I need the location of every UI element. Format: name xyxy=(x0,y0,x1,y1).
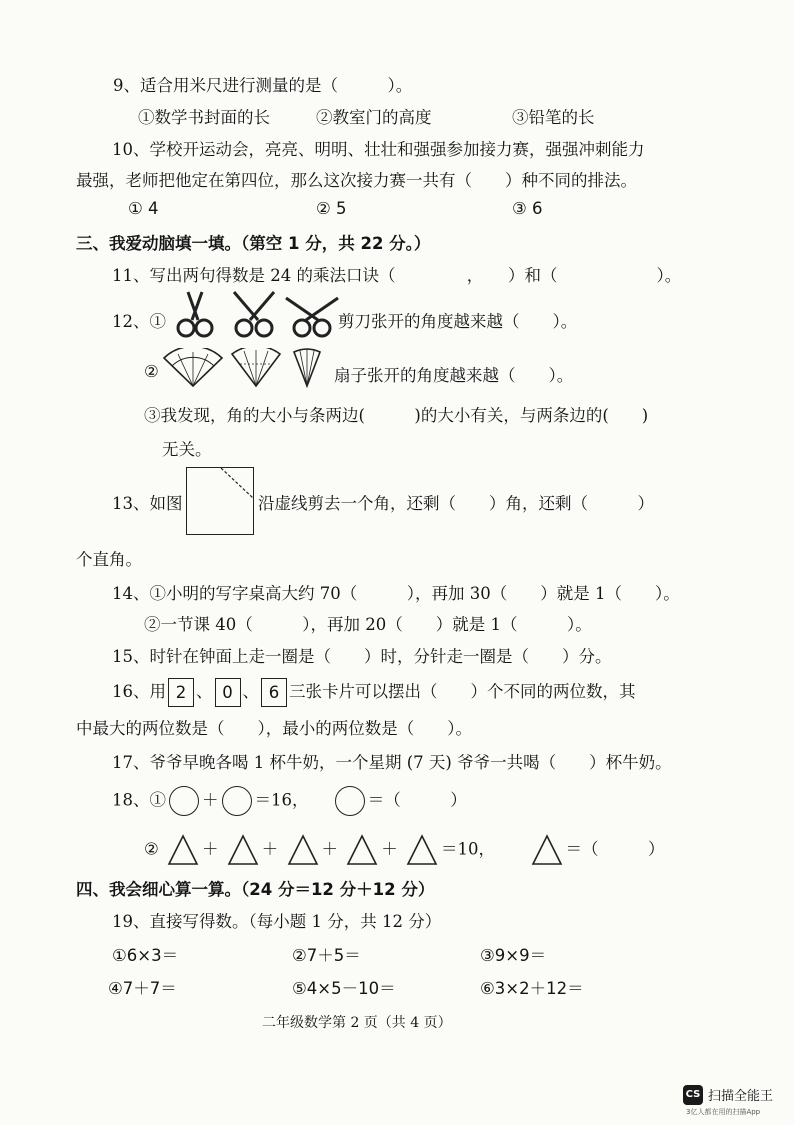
section-4-title: 四、我会细心算一算。（24 分＝12 分＋12 分） xyxy=(76,880,435,899)
plus-sign: ＋ xyxy=(202,790,219,810)
q19-item-1: ①6×3＝ xyxy=(112,946,179,965)
q18-answer-2: ＝（ ） xyxy=(565,839,665,859)
q13-square-figure xyxy=(186,467,254,535)
number-card-2: 2 xyxy=(168,678,194,707)
q16-prefix: 16、用 xyxy=(112,682,166,701)
q12-conclusion-line-1: ③我发现，角的大小与条两边( )的大小有关，与两条边的( ) xyxy=(144,406,649,425)
plus-sign: ＋ xyxy=(381,839,398,859)
q10-line-2: 最强，老师把他定在第四位，那么这次接力赛一共有（ ）种不同的排法。 xyxy=(76,171,637,190)
page-footer: 二年级数学第 2 页（共 4 页） xyxy=(262,1015,452,1031)
q9-option-3: ③铅笔的长 xyxy=(512,108,595,127)
plus-sign: ＋ xyxy=(321,839,339,859)
q10-option-3: ③ 6 xyxy=(512,199,543,218)
q16-separator: 、 xyxy=(242,682,259,701)
q18-number-1: 18、① xyxy=(112,790,166,810)
q16-line-2: 中最大的两位数是（ ），最小的两位数是（ ）。 xyxy=(76,719,472,738)
scanner-slogan: 3亿人都在用的扫描App xyxy=(686,1108,761,1116)
scissors-medium-open-icon xyxy=(228,290,280,340)
triangle-shape xyxy=(406,834,438,866)
scissors-wide-open-icon xyxy=(284,294,340,340)
q19-item-5: ⑤4×5－10＝ xyxy=(292,979,396,998)
q13-dashed-cut-line xyxy=(187,468,253,534)
triangle-shape xyxy=(346,834,378,866)
q18-line-2 xyxy=(144,834,665,866)
triangle-shape xyxy=(227,834,259,866)
q14-line-2: ②一节课 40（ ），再加 20（ ）就是 1（ ）。 xyxy=(144,615,592,634)
q9-option-2: ②教室门的高度 xyxy=(316,108,432,127)
q9-option-1: ①数学书封面的长 xyxy=(138,108,270,127)
q11-text: 11、写出两句得数是 24 的乘法口诀（ ， ）和（ ）。 xyxy=(112,266,682,285)
triangle-shape xyxy=(287,834,319,866)
q18-equation-1: ＝16， xyxy=(254,790,309,810)
circle-shape xyxy=(222,786,252,816)
q13-line-2: 个直角。 xyxy=(76,550,142,569)
q12-number-2: ② xyxy=(144,362,159,381)
plus-sign: ＋ xyxy=(261,839,279,859)
q18-equation-2: ＝10， xyxy=(441,839,496,859)
fan-wide-open-icon xyxy=(162,348,224,390)
q18-answer-1: ＝（ ） xyxy=(367,790,467,810)
circle-shape xyxy=(335,786,365,816)
triangle-shape xyxy=(531,834,563,866)
q19-title: 19、直接写得数。（每小题 1 分，共 12 分） xyxy=(112,912,442,931)
number-card-6: 6 xyxy=(261,678,287,707)
number-card-0: 0 xyxy=(215,678,241,707)
q19-item-4: ④7＋7＝ xyxy=(108,979,177,998)
q17-text: 17、爷爷早晚各喝 1 杯牛奶，一个星期 (7 天) 爷爷一共喝（ ）杯牛奶。 xyxy=(112,753,672,772)
fan-narrow-open-icon xyxy=(290,348,324,390)
q9-stem: 9、适合用米尺进行测量的是（ ）。 xyxy=(113,76,413,95)
q16-line-1 xyxy=(112,678,636,707)
q13-text: 沿虚线剪去一个角，还剩（ ）角，还剩（ ） xyxy=(258,494,654,513)
q12-fan-text: 扇子张开的角度越来越（ ）。 xyxy=(334,366,574,385)
q14-line-1: 14、①小明的写字桌高大约 70（ ），再加 30（ ）就是 1（ ）。 xyxy=(112,584,680,603)
q16-separator: 、 xyxy=(196,682,213,701)
triangle-shape xyxy=(167,834,199,866)
q13-prefix: 13、如图 xyxy=(112,494,183,513)
fan-medium-open-icon xyxy=(226,348,286,390)
circle-shape xyxy=(169,786,199,816)
scissors-small-open-icon xyxy=(170,290,220,340)
q18-line-1 xyxy=(112,786,467,816)
q15-text: 15、时针在钟面上走一圈是（ ）时，分针走一圈是（ ）分。 xyxy=(112,647,612,666)
q12-number: 12、① xyxy=(112,312,166,331)
scanner-brand-name: 扫描全能王 xyxy=(708,1089,774,1104)
q18-number-2: ② xyxy=(144,839,159,859)
q10-option-1: ① 4 xyxy=(128,199,159,218)
q12-scissors-text: 剪刀张开的角度越来越（ ）。 xyxy=(338,312,578,331)
plus-sign: ＋ xyxy=(202,839,219,859)
q12-conclusion-line-2: 无关。 xyxy=(162,440,212,459)
q10-option-2: ② 5 xyxy=(316,199,347,218)
q19-item-6: ⑥3×2＋12＝ xyxy=(480,979,584,998)
q10-line-1: 10、学校开运动会，亮亮、明明、壮壮和强强参加接力赛，强强冲刺能力 xyxy=(112,140,645,159)
section-3-title: 三、我爱动脑填一填。（第空 1 分，共 22 分。） xyxy=(76,234,431,253)
camscanner-logo-icon: CS xyxy=(683,1085,703,1105)
q19-item-2: ②7＋5＝ xyxy=(292,946,361,965)
q16-text: 三张卡片可以摆出（ ）个不同的两位数，其 xyxy=(289,682,636,701)
q19-item-3: ③9×9＝ xyxy=(480,946,547,965)
